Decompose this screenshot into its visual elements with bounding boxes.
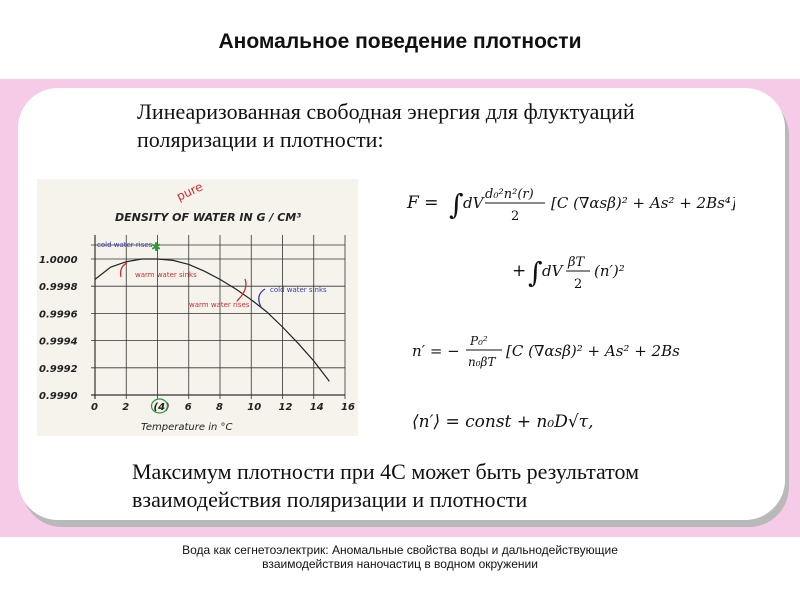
formula-f2-integral: ∫: [528, 256, 543, 289]
formula-f3-numerator: P₀²: [470, 334, 488, 348]
formula-density-fluctuation: [410, 328, 680, 378]
annotation-arrow-warm-rises: [237, 279, 246, 301]
formula-f1-dv: dV: [463, 194, 484, 212]
formula-density-term: [510, 248, 640, 303]
conclusion-text: Максимум плотности при 4С может быть результатом взаимодействия поляризации и плотности: [132, 459, 639, 512]
density-chart-svg: [37, 179, 358, 436]
annotation-cold-rises: cold water rises: [97, 241, 153, 249]
formula-f1-bracket: [C (∇αsβ)² + As² + 2Bs⁴] +: [551, 194, 735, 212]
density-chart: [37, 179, 358, 436]
pure-marker-star: ✱: [151, 240, 162, 254]
chart-x-tick-label: 14: [309, 402, 324, 413]
chart-grid: [91, 235, 345, 399]
chart-title: DENSITY OF WATER IN G / CM³: [115, 211, 302, 224]
chart-y-ticks: [39, 255, 78, 402]
chart-x-tick-label: 16: [341, 402, 355, 413]
formula-f4: ⟨n′⟩ = const + n₀D√τ,: [412, 412, 594, 432]
chart-x-ticks: [91, 399, 355, 413]
annotation-warm-rises: warm water rises: [189, 301, 250, 309]
formula-f3-lhs: n′ = −: [412, 342, 460, 360]
formula-f2-numerator: βT: [568, 255, 585, 270]
chart-series: [95, 259, 329, 381]
chart-x-tick-label: 0: [91, 402, 98, 413]
slide-title: Аномальное поведение плотности: [218, 30, 582, 53]
formula-f1-numerator: d₀²n²(r): [485, 187, 534, 202]
formula-f2-denominator: 2: [574, 277, 583, 292]
chart-y-tick-label: 0.9992: [39, 363, 78, 375]
annotation-arrow-cold-sinks: [259, 289, 265, 307]
chart-y-tick-label: 0.9994: [39, 336, 78, 348]
chart-y-tick-label: 0.9990: [39, 391, 78, 402]
chart-x-tick-label: 12: [278, 402, 293, 413]
formula-f3-denominator: n₀βT: [468, 355, 496, 369]
chart-x-tick-label: 8: [216, 402, 223, 413]
intro-text: Линеаризованная свободная энергия для флуктуаций поляризации и плотности:: [137, 99, 635, 152]
formula-f1-integral: ∫: [449, 188, 464, 221]
formula-f1-lhs: F =: [407, 193, 439, 213]
chart-x-tick-label: 10: [247, 402, 262, 413]
formula-f3-bracket: [C (∇αsβ)² + As² + 2Bs⁴]: [506, 342, 680, 360]
formula-mean-density: [410, 402, 640, 438]
chart-x-tick-label: 2: [122, 402, 130, 413]
chart-x-tick-label: (4): [153, 402, 170, 413]
formula-free-energy: [405, 178, 735, 238]
formula-f1-denominator: 2: [511, 209, 520, 224]
formula-f2-plus: +: [512, 261, 527, 281]
formula-f2-dv: dV: [542, 262, 563, 280]
chart-y-tick-label: 1.0000: [39, 255, 78, 266]
chart-series-line: [95, 259, 329, 381]
chart-y-tick-label: 0.9996: [39, 309, 78, 321]
annotation-cold-sinks: cold water sinks: [270, 286, 327, 294]
chart-y-tick-label: 0.9998: [39, 282, 78, 294]
chart-x-axis-label: Temperature in °C: [141, 422, 233, 433]
footer-caption: Вода как сегнетоэлектрик: Аномальные свойства воды и дальнодействующие взаимодействия наночастиц в водном окружении: [182, 543, 618, 571]
formula-f2-tail: (n′)²: [594, 262, 625, 280]
chart-x-tick-label: 6: [184, 402, 192, 413]
annotation-warm-sinks: warm water sinks: [135, 271, 197, 279]
annotation-pure: pure: [174, 179, 205, 204]
